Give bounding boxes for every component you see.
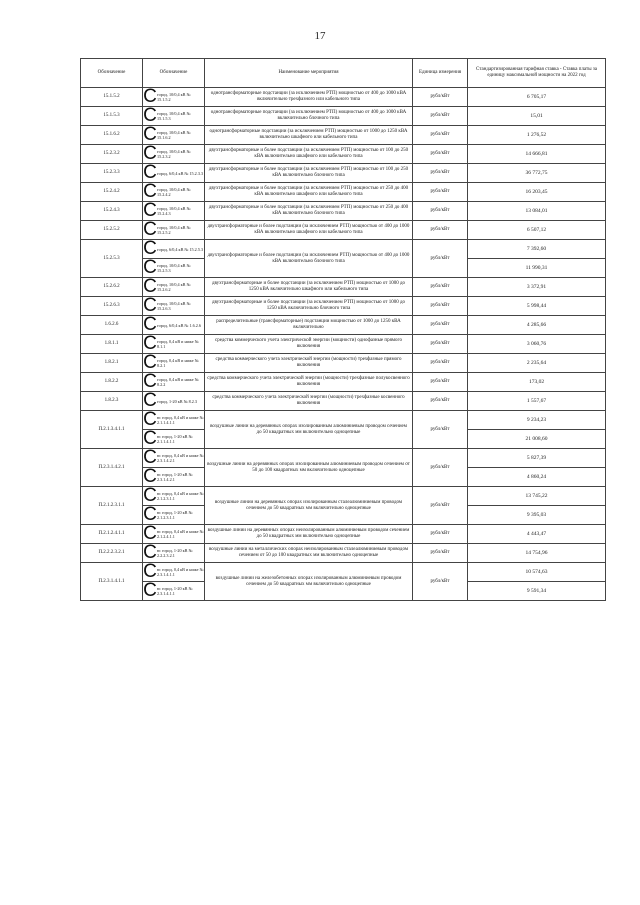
row-code: П.2.1.2.4.1.1 <box>81 525 143 544</box>
row-note: город, 0,4 кВ и ниже № 8.2.1 <box>157 358 199 368</box>
row-note: город, 10/0,4 кВ № 15.1.5.2 <box>157 92 191 102</box>
row-note: вс город, 1-20 кВ № 2.3.1.4.2.1 <box>157 472 193 482</box>
row-symbol-cell <box>143 221 205 240</box>
row-value: 15,01 <box>468 107 606 126</box>
row-note: вс город, 1-20 кВ № 2.1.1.4.1.1 <box>157 434 193 444</box>
table-row <box>81 392 606 411</box>
row-symbol: С <box>143 428 157 449</box>
row-value: 11 990,31 <box>468 259 606 278</box>
row-name: однотрансформаторные подстанции (за исключением РТП) мощностью от 1000 до 1250 кВА включительно шкафного или кабельного типа <box>205 126 413 145</box>
row-name: средства коммерческого учета электрической энергии (мощности) трехфазные прямого включения <box>205 354 413 373</box>
row-symbol: С <box>143 143 157 164</box>
table-row <box>81 183 606 202</box>
row-symbol-cell <box>143 487 205 506</box>
row-value: 6 705,17 <box>468 88 606 107</box>
row-code: 15.2.5.3 <box>81 240 143 278</box>
row-value: 3 372,91 <box>468 278 606 297</box>
row-symbol-cell <box>143 449 205 468</box>
row-symbol: С <box>143 523 157 544</box>
row-note: вс город, 0,4 кВ и ниже № 2.1.1.4.1.1 <box>157 415 204 425</box>
row-symbol: С <box>143 371 157 392</box>
row-symbol: С <box>143 409 157 430</box>
row-value: 13 084,01 <box>468 202 606 221</box>
row-symbol-cell <box>143 392 205 411</box>
row-unit: рубл/кВт <box>413 107 468 126</box>
row-code: 1.8.1.1 <box>81 335 143 354</box>
row-value: 3 060,76 <box>468 335 606 354</box>
row-name: однотрансформаторные подстанции (за исключением РТП) мощностью от 400 до 1000 кВА включительно трехфазного или кабельного типа <box>205 88 413 107</box>
table-row <box>81 145 606 164</box>
row-symbol-cell <box>143 468 205 487</box>
row-symbol-cell <box>143 259 205 278</box>
row-symbol-cell <box>143 582 205 601</box>
row-symbol-cell <box>143 107 205 126</box>
row-symbol-cell <box>143 145 205 164</box>
row-symbol: С <box>143 333 157 354</box>
table-row <box>81 240 606 259</box>
row-value: 1 557,67 <box>468 392 606 411</box>
row-symbol-cell <box>143 430 205 449</box>
row-name: воздушные линии на деревянных опорах изолированным алюминиевым проводом сечением до 50 квадратных мм включительно одноцепные <box>205 411 413 449</box>
row-value: 10 574,63 <box>468 563 606 582</box>
row-code: 15.2.4.3 <box>81 202 143 221</box>
row-value: 5 827,39 <box>468 449 606 468</box>
row-name: двухтрансформаторные и более подстанции (за исключением РТП) мощностью от 400 до 1000 кВА включительно шкафного или кабельного типа <box>205 221 413 240</box>
row-name: воздушные линии на деревянных опорах неизолированным алюминиевым проводом сечением до 50 квадратных мм включительно одноцепные <box>205 525 413 544</box>
header-rate: Стандартизированная тарифная ставка - Ставка платы за единицу максимальной мощности на 2022 год <box>468 59 606 88</box>
row-symbol-cell <box>143 183 205 202</box>
row-note: вс город, 0,4 кВ и ниже № 2.1.2.4.1.1 <box>157 529 204 539</box>
row-symbol: С <box>143 86 157 107</box>
row-symbol-cell <box>143 202 205 221</box>
table-row <box>81 202 606 221</box>
row-symbol-cell <box>143 563 205 582</box>
row-symbol-cell <box>143 525 205 544</box>
table-row <box>81 221 606 240</box>
row-unit: рубл/кВт <box>413 525 468 544</box>
row-note: город, 0,4 кВ и ниже № 8.2.2 <box>157 377 199 387</box>
table-row <box>81 297 606 316</box>
row-note: вс город, 1-20 кВ № 2.1.2.3.1.1 <box>157 510 193 520</box>
row-unit: рубл/кВт <box>413 145 468 164</box>
row-name: распределительные (трансформаторные) подстанции мощностью от 1000 до 1250 кВА включительно <box>205 316 413 335</box>
row-value: 14 754,96 <box>468 544 606 563</box>
row-symbol-cell <box>143 373 205 392</box>
row-symbol-cell <box>143 88 205 107</box>
table-row <box>81 316 606 335</box>
row-name: двухтрансформаторные и более подстанции (за исключением РТП) мощностью от 100 до 250 кВА включительно шкафного или кабельного типа <box>205 145 413 164</box>
table-row <box>81 449 606 468</box>
row-code: 1.8.2.1 <box>81 354 143 373</box>
table-row <box>81 88 606 107</box>
table-row <box>81 373 606 392</box>
row-value: 21 008,60 <box>468 430 606 449</box>
row-symbol: С <box>143 257 157 278</box>
row-name: двухтрансформаторные и более подстанции (за исключением РТП) мощностью от 100 до 250 кВА включительно блочного типа <box>205 164 413 183</box>
row-unit: рубл/кВт <box>413 354 468 373</box>
row-symbol-cell <box>143 544 205 563</box>
row-code: П.2.1.3.4.1.1 <box>81 411 143 449</box>
row-note: вс город, 0,4 кВ и ниже № 2.1.2.3.1.1 <box>157 491 204 501</box>
header-unit: Единица измерения <box>413 59 468 88</box>
row-unit: рубл/кВт <box>413 221 468 240</box>
table-row <box>81 107 606 126</box>
row-unit: рубл/кВт <box>413 392 468 411</box>
row-code: П.2.3.1.4.2.1 <box>81 449 143 487</box>
row-note: город, 10/0,4 кВ № 15.2.4.2 <box>157 187 191 197</box>
row-value: 2 235,64 <box>468 354 606 373</box>
row-symbol: С <box>143 390 157 411</box>
row-note: город, 10/0,4 кВ № 15.2.6.2 <box>157 282 191 292</box>
row-name: двухтрансформаторные и более подстанции (за исключением РТП) мощностью от 1000 до 1250 кВА включительно шкафного или кабельного типа <box>205 278 413 297</box>
row-value: 4 443,47 <box>468 525 606 544</box>
row-unit: рубл/кВт <box>413 183 468 202</box>
row-code: 15.2.4.2 <box>81 183 143 202</box>
row-symbol-cell <box>143 411 205 430</box>
row-code: 1.6.2.6 <box>81 316 143 335</box>
page-number: 17 <box>314 30 326 42</box>
row-symbol: С <box>143 181 157 202</box>
row-note: город, 10/0,4 кВ № 15.2.5.2 <box>157 225 191 235</box>
row-value: 4 285,66 <box>468 316 606 335</box>
row-note: город, 0,4 кВ и ниже № 8.1.1 <box>157 339 199 349</box>
row-value: 1 276,52 <box>468 126 606 145</box>
row-note: город, 10/0,4 кВ № 15.1.5.3 <box>157 111 191 121</box>
table-row <box>81 563 606 582</box>
table-row <box>81 164 606 183</box>
row-code: П.2.1.2.3.1.1 <box>81 487 143 525</box>
row-symbol: С <box>143 561 157 582</box>
table-row <box>81 126 606 145</box>
row-code: 15.2.6.3 <box>81 297 143 316</box>
row-value: 7 392,60 <box>468 240 606 259</box>
table-row <box>81 544 606 563</box>
row-symbol: С <box>143 504 157 525</box>
row-symbol: С <box>143 466 157 487</box>
row-name: однотрансформаторные подстанции (за исключением РТП) мощностью от 400 до 1000 кВА включительно блочного типа <box>205 107 413 126</box>
row-value: 173,02 <box>468 373 606 392</box>
row-note: город, 1-20 кВ № 8.2.3 <box>157 398 198 404</box>
row-name: воздушные линии на металлических опорах неизолированным сталеалюминиевым проводом сечением от 50 до 100 квадратных мм включительно одноцепные <box>205 544 413 563</box>
row-note: вс город, 0,4 кВ и ниже № 2.3.1.4.2.1 <box>157 453 204 463</box>
table-header-row <box>81 59 606 88</box>
row-unit: рубл/кВт <box>413 544 468 563</box>
row-symbol-cell <box>143 297 205 316</box>
row-symbol: С <box>143 200 157 221</box>
row-value: 6 507,12 <box>468 221 606 240</box>
row-value: 13 745,22 <box>468 487 606 506</box>
row-symbol-cell <box>143 354 205 373</box>
row-symbol: С <box>143 238 157 259</box>
row-value: 4 860,24 <box>468 468 606 487</box>
row-name: воздушные линии на железобетонных опорах изолированным алюминиевым проводом сечением до 50 квадратных мм включительно одноцепные <box>205 563 413 601</box>
row-symbol: С <box>143 352 157 373</box>
row-name: средства коммерческого учета электрической энергии (мощности) трехфазные полукосвенного включения <box>205 373 413 392</box>
row-note: город, 6/0,4 кВ № 1.6.2.6 <box>157 322 201 328</box>
row-name: двухтрансформаторные и более подстанции (за исключением РТП) мощностью от 400 до 1000 кВА включительно блочного типа <box>205 240 413 278</box>
row-symbol: С <box>143 580 157 601</box>
row-note: город, 10/0,4 кВ № 15.1.6.2 <box>157 130 191 140</box>
row-symbol-cell <box>143 164 205 183</box>
row-unit: рубл/кВт <box>413 240 468 278</box>
row-code: 15.1.5.3 <box>81 107 143 126</box>
row-symbol-cell <box>143 278 205 297</box>
row-code: 15.2.3.3 <box>81 164 143 183</box>
row-unit: рубл/кВт <box>413 297 468 316</box>
row-code: 15.2.6.2 <box>81 278 143 297</box>
row-note: город, 10/0,4 кВ № 15.2.4.3 <box>157 206 191 216</box>
row-note: город, 10/0,4 кВ № 15.2.5.3 <box>157 263 191 273</box>
row-note: вс город, 1-20 кВ № 2.3.1.4.1.1 <box>157 586 193 596</box>
row-unit: рубл/кВт <box>413 278 468 297</box>
row-unit: рубл/кВт <box>413 373 468 392</box>
row-value: 36 772,75 <box>468 164 606 183</box>
row-unit: рубл/кВт <box>413 449 468 487</box>
row-value: 16 203,45 <box>468 183 606 202</box>
row-name: двухтрансформаторные и более подстанции (за исключением РТП) мощностью от 250 до 400 кВА включительно блочного типа <box>205 202 413 221</box>
row-symbol-cell <box>143 335 205 354</box>
table-body <box>81 88 606 601</box>
row-code: 1.8.2.3 <box>81 392 143 411</box>
row-unit: рубл/кВт <box>413 202 468 221</box>
row-symbol: С <box>143 295 157 316</box>
row-symbol-cell <box>143 506 205 525</box>
row-value: 9 234,23 <box>468 411 606 430</box>
row-value: 9 395,03 <box>468 506 606 525</box>
header-code: Обозначение <box>81 59 143 88</box>
table-row <box>81 354 606 373</box>
table-row <box>81 335 606 354</box>
row-symbol: С <box>143 485 157 506</box>
row-symbol-cell <box>143 316 205 335</box>
row-name: воздушные линии на деревянных опорах изолированным алюминиевым проводом сечением от 50 до 100 квадратных мм включительно одноцепные <box>205 449 413 487</box>
row-note: город, 6/0,4 кВ № 15.2.3.3 <box>157 170 204 176</box>
row-name: средства коммерческого учета электрической энергии (мощности) однофазные прямого включения <box>205 335 413 354</box>
row-value: 14 666,81 <box>468 145 606 164</box>
row-code: 15.2.5.2 <box>81 221 143 240</box>
row-note: город, 6/0,4 кВ № 15.2.5.3 <box>157 246 204 252</box>
row-unit: рубл/кВт <box>413 411 468 449</box>
row-code: 15.1.6.2 <box>81 126 143 145</box>
row-symbol: С <box>143 219 157 240</box>
row-symbol: С <box>143 447 157 468</box>
row-symbol: С <box>143 276 157 297</box>
row-symbol: С <box>143 162 157 183</box>
row-symbol-cell <box>143 126 205 145</box>
table-row <box>81 411 606 430</box>
row-code: 1.8.2.2 <box>81 373 143 392</box>
row-name: воздушные линии на деревянных опорах изолированным сталеалюминиевым проводом сечением до 50 квадратных мм включительно одноцепные <box>205 487 413 525</box>
row-name: двухтрансформаторные и более подстанции (за исключением РТП) мощностью от 1000 до 1250 кВА включительно блочного типа <box>205 297 413 316</box>
header-name: Наименование мероприятия <box>205 59 413 88</box>
row-name: средства коммерческого учета электрической энергии (мощности) трехфазные косвенного включения <box>205 392 413 411</box>
row-symbol: С <box>143 314 157 335</box>
row-note: вс город, 1-20 кВ № 2.2.2.3.2.1 <box>157 548 193 558</box>
row-unit: рубл/кВт <box>413 164 468 183</box>
row-note: город, 10/0,4 кВ № 15.2.3.2 <box>157 149 191 159</box>
row-note: вс город, 0,4 кВ и ниже № 2.3.1.4.1.1 <box>157 567 204 577</box>
row-name: двухтрансформаторные и более подстанции (за исключением РТП) мощностью от 250 до 400 кВА включительно шкафного или кабельного типа <box>205 183 413 202</box>
row-unit: рубл/кВт <box>413 563 468 601</box>
header-symbol: Обозначение <box>143 59 205 88</box>
row-code: П.2.2.2.3.2.1 <box>81 544 143 563</box>
row-code: П.2.3.1.4.1.1 <box>81 563 143 601</box>
row-note: город, 10/0,4 кВ № 15.2.6.3 <box>157 301 191 311</box>
row-symbol: С <box>143 542 157 563</box>
row-symbol: С <box>143 105 157 126</box>
row-symbol-cell <box>143 240 205 259</box>
row-unit: рубл/кВт <box>413 487 468 525</box>
table-row <box>81 487 606 506</box>
row-symbol: С <box>143 124 157 145</box>
row-unit: рубл/кВт <box>413 316 468 335</box>
row-code: 15.2.3.2 <box>81 145 143 164</box>
row-value: 5 998,44 <box>468 297 606 316</box>
tariff-table <box>80 58 606 601</box>
row-unit: рубл/кВт <box>413 335 468 354</box>
row-unit: рубл/кВт <box>413 126 468 145</box>
row-unit: рубл/кВт <box>413 88 468 107</box>
row-value: 9 591,34 <box>468 582 606 601</box>
table-row <box>81 278 606 297</box>
table-row <box>81 525 606 544</box>
row-code: 15.1.5.2 <box>81 88 143 107</box>
